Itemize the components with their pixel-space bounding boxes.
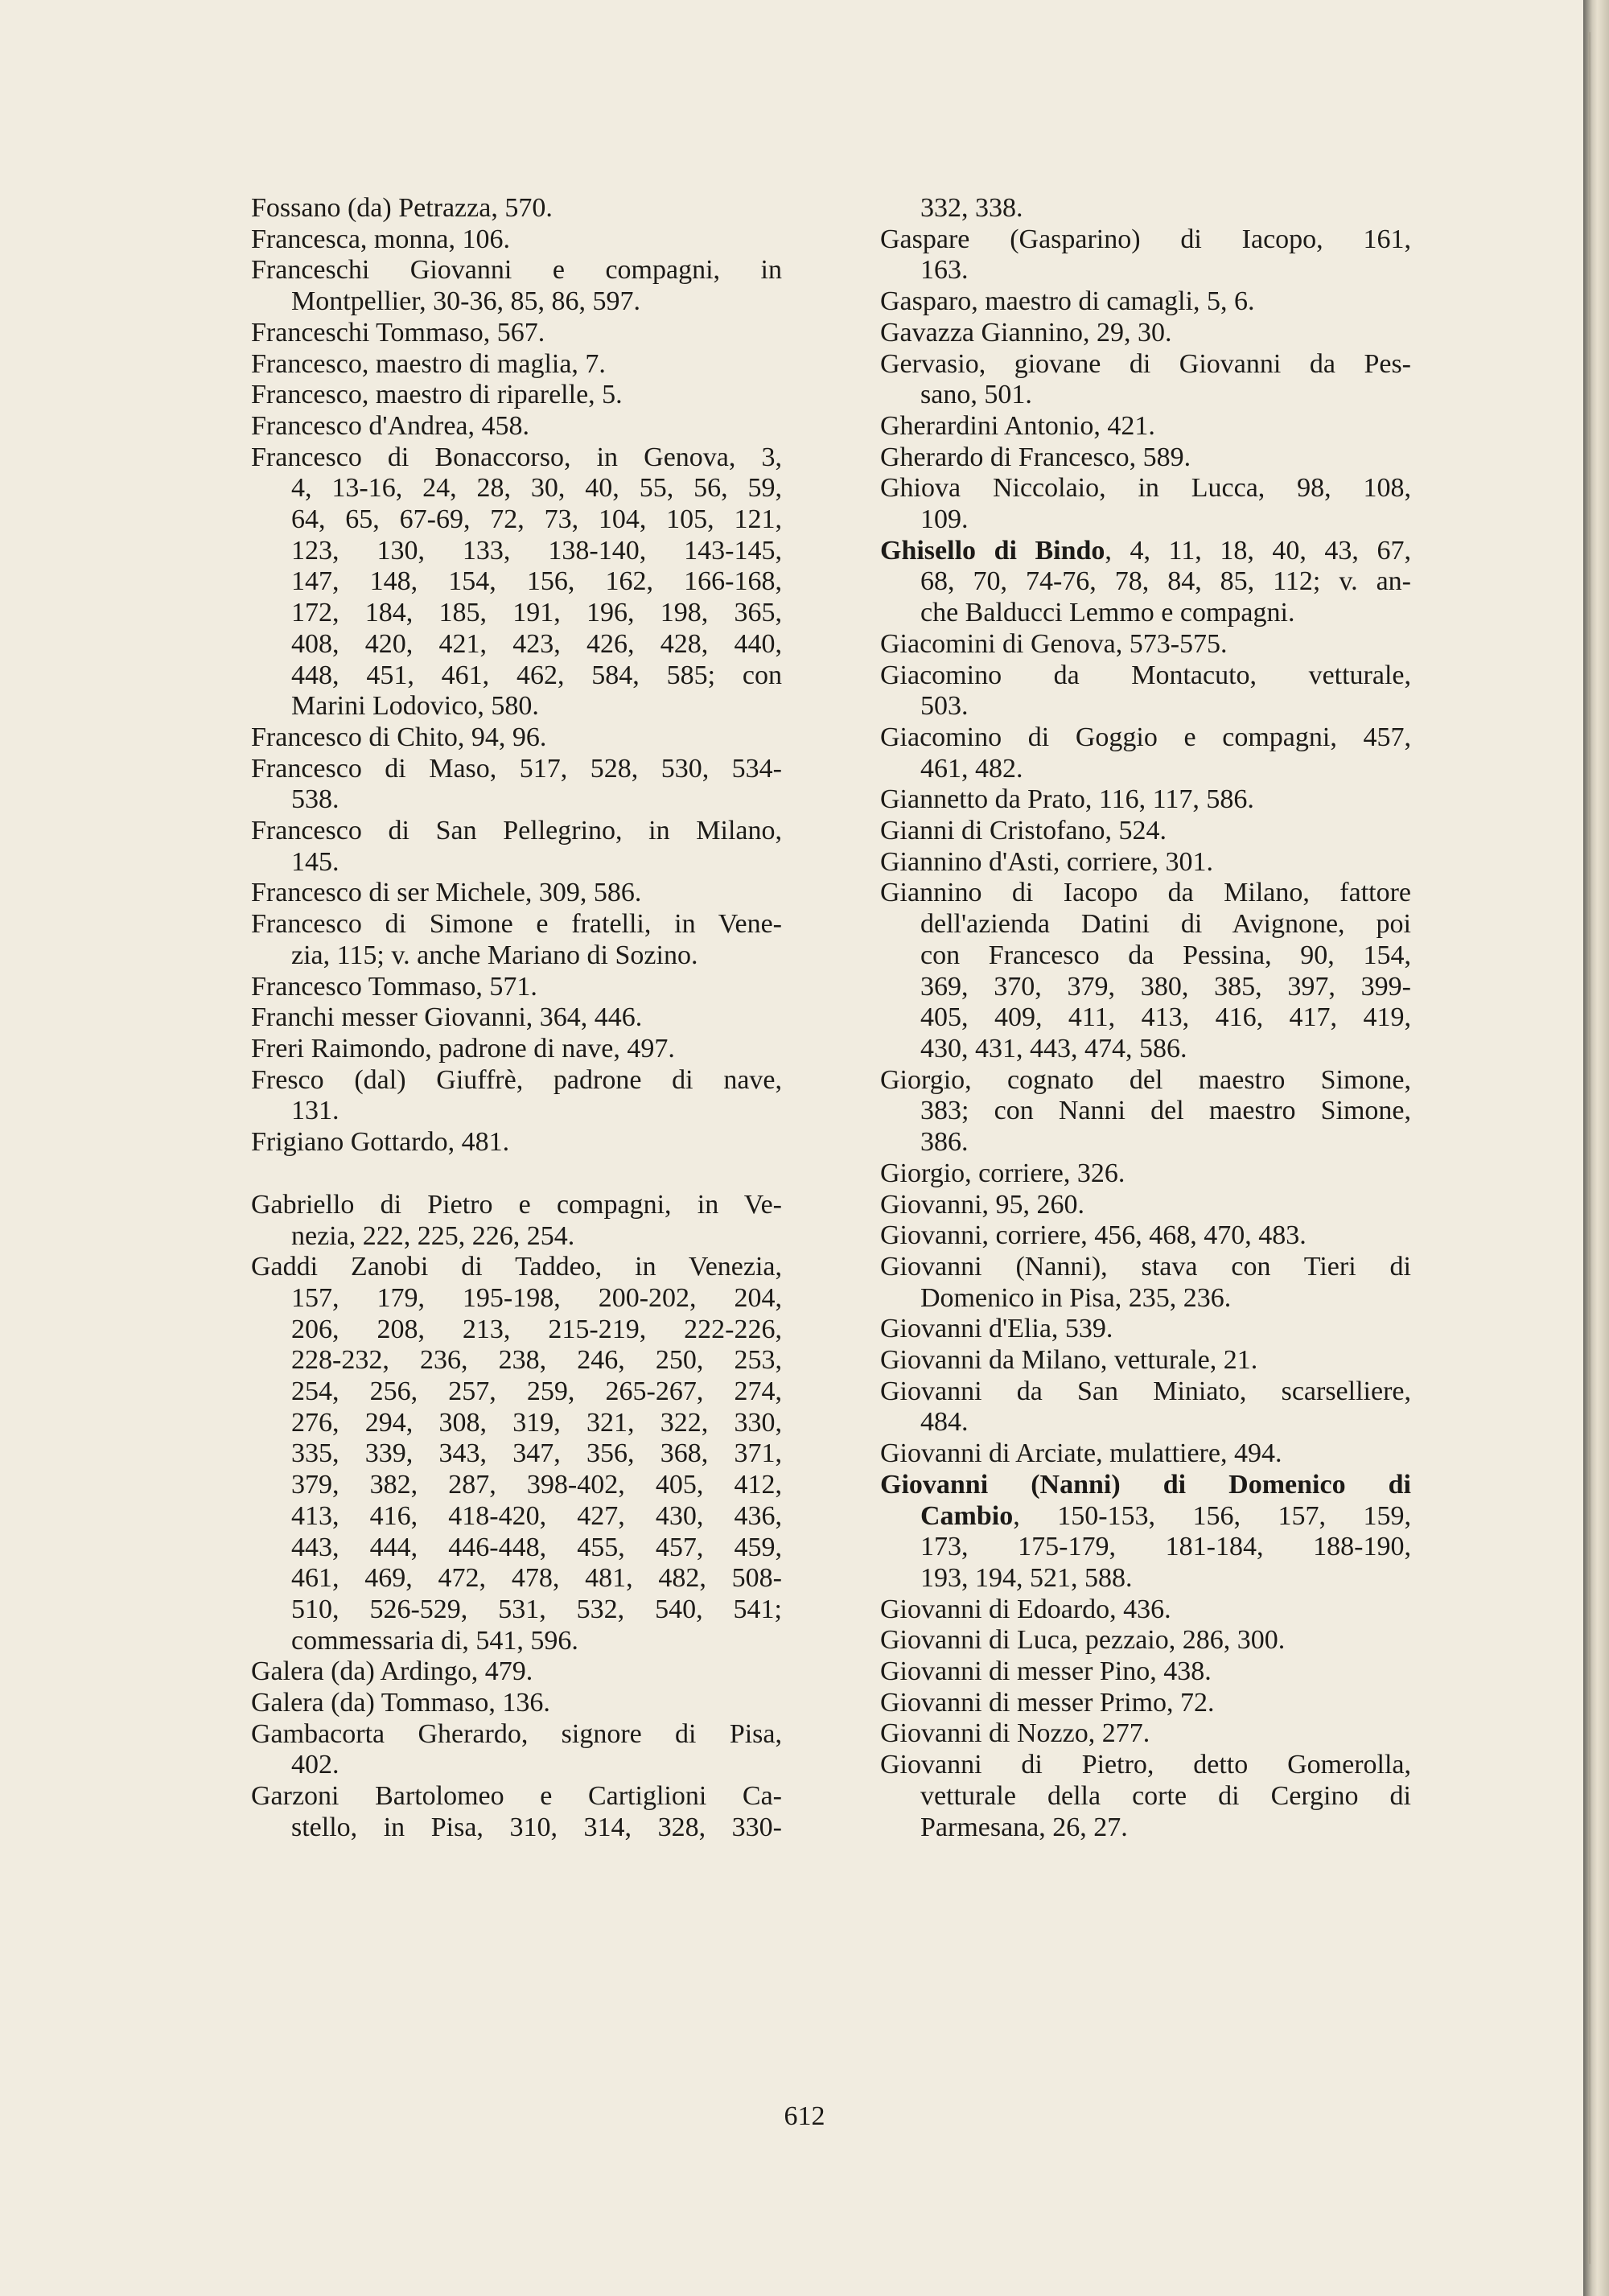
entry-line: Francesca, monna, 106. xyxy=(251,224,510,254)
entry-line: 206, 208, 213, 215-219, 222-226, xyxy=(291,1314,782,1344)
entry-line: Gavazza Giannino, 29, 30. xyxy=(880,317,1172,348)
entry-line: nezia, 222, 225, 226, 254. xyxy=(291,1220,575,1251)
entry-line: Francesco di Bonaccorso, in Genova, 3, xyxy=(251,442,782,472)
index-entry xyxy=(880,1252,1411,1314)
entry-line: 163. xyxy=(920,255,969,286)
index-entry xyxy=(880,816,1411,847)
index-entry xyxy=(251,1065,782,1127)
index-entry xyxy=(880,847,1411,878)
index-entry xyxy=(880,1438,1411,1470)
entry-line: Giovanni di Arciate, mulattiere, 494. xyxy=(880,1438,1282,1469)
entry-line: 173, 175-179, 181-184, 188-190, xyxy=(920,1532,1411,1562)
entry-line: Francesco di Chito, 94, 96. xyxy=(251,722,547,752)
index-entry xyxy=(251,1688,782,1719)
entry-line: con Francesco da Pessina, 90, 154, xyxy=(920,940,1411,970)
entry-line: 386. xyxy=(920,1127,969,1158)
entry-line: Giacomino di Goggio e compagni, 457, xyxy=(880,722,1411,752)
entry-line: Gaspare (Gasparino) di Iacopo, 161, xyxy=(880,224,1411,254)
index-entry xyxy=(880,1688,1411,1719)
entry-line: Frigiano Gottardo, 481. xyxy=(251,1127,510,1158)
entry-line xyxy=(880,536,1411,567)
entry-line: Francesco Tommaso, 571. xyxy=(251,971,537,1002)
entry-line: Francesco, maestro di maglia, 7. xyxy=(251,348,606,379)
index-entry xyxy=(251,1002,782,1034)
entry-line: 503. xyxy=(920,691,969,722)
index-entry xyxy=(251,816,782,878)
entry-line: 145. xyxy=(291,846,339,877)
index-column-left xyxy=(251,193,782,1844)
entry-line: Franceschi Tommaso, 567. xyxy=(251,317,545,348)
entry-line: 461, 482. xyxy=(920,753,1023,784)
entry-line: 443, 444, 446-448, 455, 457, 459, xyxy=(291,1532,782,1562)
entry-line: 68, 70, 74-76, 78, 84, 85, 112; v. an- xyxy=(920,566,1411,597)
entry-line: Giovanni di Nozzo, 277. xyxy=(880,1718,1150,1749)
entry-line: Domenico in Pisa, 235, 236. xyxy=(920,1282,1232,1313)
index-entry xyxy=(880,286,1411,318)
entry-line: 335, 339, 343, 347, 356, 368, 371, xyxy=(291,1438,782,1469)
index-entry xyxy=(251,1190,782,1252)
entry-line: stello, in Pisa, 310, 314, 328, 330- xyxy=(291,1812,782,1842)
index-entry xyxy=(880,1750,1411,1843)
index-entry xyxy=(880,1190,1411,1221)
entry-line: 193, 194, 521, 588. xyxy=(920,1562,1133,1593)
entry-line: Gherardo di Francesco, 589. xyxy=(880,442,1191,472)
entry-line: dell'azienda Datini di Avignone, poi xyxy=(920,909,1411,940)
entry-line: Fossano (da) Petrazza, 570. xyxy=(251,193,553,223)
index-entry xyxy=(251,754,782,816)
index-entry xyxy=(251,909,782,971)
entry-line: 123, 130, 133, 138-140, 143-145, xyxy=(291,535,782,566)
index-entry xyxy=(880,660,1411,722)
index-entry xyxy=(251,442,782,722)
index-entry xyxy=(251,380,782,411)
entry-line: Ghiova Niccolaio, in Lucca, 98, 108, xyxy=(880,473,1411,504)
entry-line: Francesco di Maso, 517, 528, 530, 534- xyxy=(251,753,782,784)
index-entry xyxy=(251,224,782,256)
entry-line xyxy=(880,1470,1411,1501)
entry-line: 147, 148, 154, 156, 162, 166-168, xyxy=(291,566,782,597)
entry-line: Gambacorta Gherardo, signore di Pisa, xyxy=(251,1718,782,1749)
entry-line: 109. xyxy=(920,504,969,535)
entry-line: Giovanni di Pietro, detto Gomerolla, xyxy=(880,1750,1411,1780)
index-column-right xyxy=(880,193,1411,1843)
index-entry xyxy=(880,629,1411,660)
entry-line: Garzoni Bartolomeo e Cartiglioni Ca- xyxy=(251,1781,782,1812)
index-entry xyxy=(880,1376,1411,1438)
entry-line: Galera (da) Tommaso, 136. xyxy=(251,1688,550,1718)
index-entry xyxy=(880,1065,1411,1158)
entry-line: 510, 526-529, 531, 532, 540, 541; xyxy=(291,1594,782,1624)
entry-line: Giovanni di Edoardo, 436. xyxy=(880,1594,1171,1624)
entry-line: 448, 451, 461, 462, 584, 585; con xyxy=(291,660,782,690)
index-entry xyxy=(880,1718,1411,1750)
entry-line: Parmesana, 26, 27. xyxy=(920,1812,1128,1842)
entry-line: 461, 469, 472, 478, 481, 482, 508- xyxy=(291,1563,782,1594)
entry-line: Gherardini Antonio, 421. xyxy=(880,410,1155,441)
index-entry xyxy=(880,442,1411,474)
entry-heading-bold: Giovanni (Nanni) di Domenico di xyxy=(880,1469,1411,1500)
index-entry xyxy=(251,722,782,754)
index-entry xyxy=(880,1625,1411,1656)
entry-line: 413, 416, 418-420, 427, 430, 436, xyxy=(291,1500,782,1531)
index-entry xyxy=(880,536,1411,629)
entry-line: 131. xyxy=(291,1096,339,1126)
index-entry xyxy=(880,473,1411,535)
entry-line: 172, 184, 185, 191, 196, 198, 365, xyxy=(291,598,782,628)
entry-line: Franchi messer Giovanni, 364, 446. xyxy=(251,1002,643,1033)
index-entry xyxy=(251,972,782,1003)
entry-text: , 150-153, 156, 157, 159, xyxy=(1013,1500,1411,1531)
index-entry xyxy=(880,1220,1411,1252)
index-entry xyxy=(880,411,1411,442)
index-entry xyxy=(880,1594,1411,1626)
entry-line: 228-232, 236, 238, 246, 250, 253, xyxy=(291,1345,782,1376)
index-entry xyxy=(251,1719,782,1781)
entry-line: Freri Raimondo, padrone di nave, 497. xyxy=(251,1033,675,1064)
entry-line: Giovanni d'Elia, 539. xyxy=(880,1314,1113,1344)
entry-line: che Balducci Lemmo e compagni. xyxy=(920,598,1295,628)
entry-line: Giovanni di messer Primo, 72. xyxy=(880,1687,1215,1718)
entry-line: Francesco d'Andrea, 458. xyxy=(251,410,530,441)
index-entry xyxy=(251,411,782,442)
entry-line: Montpellier, 30-36, 85, 86, 597. xyxy=(291,286,640,317)
entry-line: Gabriello di Pietro e compagni, in Ve- xyxy=(251,1189,782,1220)
entry-line: Giannino d'Asti, corriere, 301. xyxy=(880,846,1214,877)
entry-heading-bold: Ghisello di Bindo xyxy=(880,535,1105,566)
entry-line: Giovanni di messer Pino, 438. xyxy=(880,1656,1212,1687)
entry-line: 157, 179, 195-198, 200-202, 204, xyxy=(291,1282,782,1313)
entry-heading-bold: Cambio xyxy=(920,1500,1014,1531)
entry-line: Gaddi Zanobi di Taddeo, in Venezia, xyxy=(251,1252,782,1282)
index-entry xyxy=(251,1127,782,1158)
entry-line: zia, 115; v. anche Mariano di Sozino. xyxy=(291,940,698,970)
entry-line: 254, 256, 257, 259, 265-267, 274, xyxy=(291,1376,782,1407)
entry-line: 64, 65, 67-69, 72, 73, 104, 105, 121, xyxy=(291,504,782,535)
entry-line: 4, 13-16, 24, 28, 30, 40, 55, 56, 59, xyxy=(291,473,782,504)
index-entry xyxy=(880,1345,1411,1376)
index-entry xyxy=(251,1781,782,1843)
entry-line: 408, 420, 421, 423, 426, 428, 440, xyxy=(291,628,782,659)
entry-line: Gasparo, maestro di camagli, 5, 6. xyxy=(880,286,1255,317)
entry-line: Francesco di ser Michele, 309, 586. xyxy=(251,878,642,908)
entry-line: Giovanni di Luca, pezzaio, 286, 300. xyxy=(880,1625,1286,1656)
entry-line: commessaria di, 541, 596. xyxy=(291,1625,578,1656)
entry-line: Giovanni (Nanni), stava con Tieri di xyxy=(880,1251,1411,1282)
entry-line: Giannino di Iacopo da Milano, fattore xyxy=(880,878,1411,908)
index-entry xyxy=(251,1252,782,1656)
index-entry xyxy=(880,1314,1411,1345)
entry-line xyxy=(880,1501,1411,1533)
entry-text: , 4, 11, 18, 40, 43, 67, xyxy=(1105,535,1411,566)
entry-line: Galera (da) Ardingo, 479. xyxy=(251,1656,533,1687)
entry-line: 383; con Nanni del maestro Simone, xyxy=(920,1096,1411,1126)
entry-line: Francesco di Simone e fratelli, in Vene- xyxy=(251,909,782,940)
index-entry xyxy=(880,224,1411,286)
section-gap xyxy=(251,1158,782,1190)
entry-line: 276, 294, 308, 319, 321, 322, 330, xyxy=(291,1407,782,1438)
entry-line: 405, 409, 411, 413, 416, 417, 419, xyxy=(920,1002,1411,1033)
entry-line: 430, 431, 443, 474, 586. xyxy=(920,1033,1187,1064)
entry-line: Giovanni, 95, 260. xyxy=(880,1189,1085,1220)
entry-line: Gervasio, giovane di Giovanni da Pes- xyxy=(880,348,1411,379)
entry-line: Franceschi Giovanni e compagni, in xyxy=(251,255,782,286)
index-entry xyxy=(880,1158,1411,1190)
entry-line: Giovanni da Milano, vetturale, 21. xyxy=(880,1345,1258,1376)
entry-line: Giannetto da Prato, 116, 117, 586. xyxy=(880,784,1254,815)
entry-line: Gianni di Cristofano, 524. xyxy=(880,816,1167,846)
entry-line: Giacomini di Genova, 573-575. xyxy=(880,628,1228,659)
entry-line: Giorgio, cognato del maestro Simone, xyxy=(880,1064,1411,1095)
index-entry xyxy=(880,1656,1411,1688)
index-entry xyxy=(251,878,782,909)
page-edge xyxy=(1583,0,1609,2296)
index-entry xyxy=(251,255,782,317)
index-entry xyxy=(251,318,782,349)
index-entry xyxy=(880,722,1411,784)
index-entry xyxy=(880,318,1411,349)
index-entry xyxy=(880,784,1411,816)
index-entry xyxy=(251,1656,782,1688)
entry-line: vetturale della corte di Cergino di xyxy=(920,1780,1411,1811)
index-entry xyxy=(251,349,782,381)
index-entry xyxy=(251,1034,782,1065)
entry-line: 402. xyxy=(291,1750,339,1780)
entry-line: 332, 338. xyxy=(920,193,1023,223)
index-entry xyxy=(880,878,1411,1064)
entry-line: Giorgio, corriere, 326. xyxy=(880,1158,1125,1188)
entry-line: Giacomino da Montacuto, vetturale, xyxy=(880,660,1411,690)
entry-line: 484. xyxy=(920,1407,969,1438)
entry-line: Giovanni, corriere, 456, 468, 470, 483. xyxy=(880,1220,1307,1251)
entry-line: 379, 382, 287, 398-402, 405, 412, xyxy=(291,1470,782,1500)
index-entry xyxy=(880,349,1411,411)
entry-line: Marini Lodovico, 580. xyxy=(291,691,539,722)
entry-line: Francesco di San Pellegrino, in Milano, xyxy=(251,816,782,846)
page-number: 612 xyxy=(784,2101,825,2131)
entry-line: Francesco, maestro di riparelle, 5. xyxy=(251,380,623,410)
index-entry xyxy=(251,193,782,224)
entry-line: sano, 501. xyxy=(920,380,1032,410)
entry-line: Fresco (dal) Giuffrè, padrone di nave, xyxy=(251,1064,782,1095)
entry-line: Giovanni da San Miniato, scarselliere, xyxy=(880,1376,1411,1406)
entry-line: 538. xyxy=(291,784,339,815)
entry-line: 369, 370, 379, 380, 385, 397, 399- xyxy=(920,971,1411,1002)
index-entry xyxy=(880,1470,1411,1594)
index-entry xyxy=(880,193,1411,224)
